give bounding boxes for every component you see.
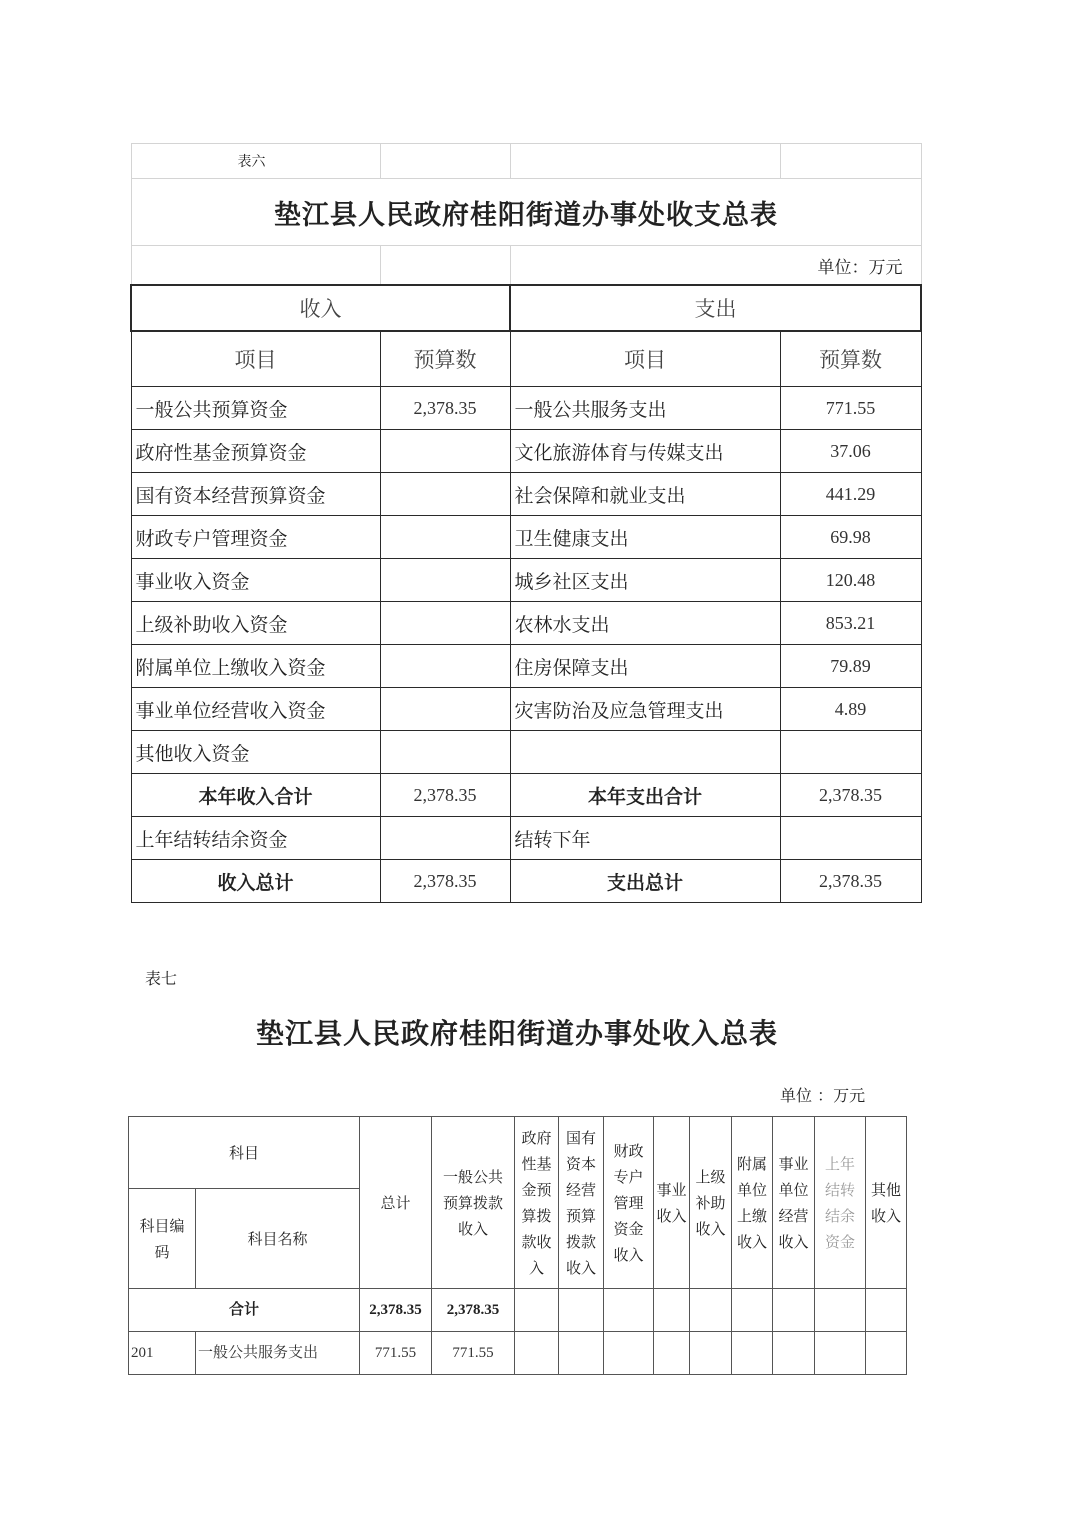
income-section-header: 收入	[131, 285, 510, 331]
expense-item: 住房保障支出	[510, 645, 780, 688]
row-total: 771.55	[360, 1332, 432, 1375]
expense-value: 120.48	[780, 559, 921, 602]
income-value	[380, 559, 510, 602]
expense-value: 79.89	[780, 645, 921, 688]
subject-header: 科目	[129, 1117, 360, 1189]
income-item-header: 项目	[131, 331, 380, 387]
superior-subsidy-header: 上级补助收入	[690, 1117, 732, 1289]
carryover-income-label: 上年结转结余资金	[131, 817, 380, 860]
income-value	[380, 473, 510, 516]
expense-value: 4.89	[780, 688, 921, 731]
income-expense-summary-table	[130, 143, 922, 903]
income-value	[380, 430, 510, 473]
business-income-header: 事业收入	[654, 1117, 690, 1289]
expense-item-header: 项目	[510, 331, 780, 387]
total-row-general-budget: 2,378.35	[432, 1289, 515, 1332]
state-capital-header: 国有资本经营预算拨款收入	[559, 1117, 604, 1289]
carryover-header: 上年结转结余资金	[815, 1117, 866, 1289]
expense-section-header: 支出	[510, 285, 921, 331]
income-grand-total-label: 收入总计	[131, 860, 380, 903]
expense-budget-header: 预算数	[780, 331, 921, 387]
income-item: 附属单位上缴收入资金	[131, 645, 380, 688]
income-item: 事业收入资金	[131, 559, 380, 602]
total-row	[129, 1289, 907, 1332]
subject-code: 201	[129, 1332, 196, 1375]
table-row	[131, 473, 921, 516]
table-row	[131, 688, 921, 731]
table6-label: 表六	[131, 144, 380, 179]
year-expense-total-label: 本年支出合计	[510, 774, 780, 817]
income-value: 2,378.35	[380, 387, 510, 430]
expense-value: 771.55	[780, 387, 921, 430]
expense-value: 69.98	[780, 516, 921, 559]
year-total-row	[131, 774, 921, 817]
income-item: 一般公共预算资金	[131, 387, 380, 430]
carryover-expense-label: 结转下年	[510, 817, 780, 860]
income-budget-header: 预算数	[380, 331, 510, 387]
subject-name-header: 科目名称	[196, 1189, 360, 1289]
other-income-header: 其他收入	[866, 1117, 907, 1289]
table6-unit: 单位：万元	[510, 246, 921, 286]
carryover-row	[131, 817, 921, 860]
income-item: 上级补助收入资金	[131, 602, 380, 645]
expense-value: 853.21	[780, 602, 921, 645]
table-row	[129, 1332, 907, 1375]
income-item: 财政专户管理资金	[131, 516, 380, 559]
gov-fund-header: 政府性基金预算拨款收入	[515, 1117, 559, 1289]
income-item: 国有资本经营预算资金	[131, 473, 380, 516]
year-income-total-label: 本年收入合计	[131, 774, 380, 817]
table7-label: 表七	[145, 969, 178, 988]
income-value	[380, 516, 510, 559]
table-row	[131, 559, 921, 602]
carryover-income-value	[380, 817, 510, 860]
year-expense-total-value: 2,378.35	[780, 774, 921, 817]
income-item: 事业单位经营收入资金	[131, 688, 380, 731]
affiliated-income-header: 附属单位上缴收入	[732, 1117, 773, 1289]
total-header: 总计	[360, 1117, 432, 1289]
income-item: 其他收入资金	[131, 731, 380, 774]
table-row	[131, 430, 921, 473]
expense-item: 农林水支出	[510, 602, 780, 645]
table-row	[131, 731, 921, 774]
expense-item	[510, 731, 780, 774]
expense-value	[780, 731, 921, 774]
table-row	[131, 645, 921, 688]
expense-item: 卫生健康支出	[510, 516, 780, 559]
operating-income-header: 事业单位经营收入	[773, 1117, 815, 1289]
table6-title: 垫江县人民政府桂阳街道办事处收支总表	[131, 179, 921, 246]
expense-grand-total-label: 支出总计	[510, 860, 780, 903]
year-income-total-value: 2,378.35	[380, 774, 510, 817]
expense-item: 城乡社区支出	[510, 559, 780, 602]
carryover-expense-value	[780, 817, 921, 860]
expense-value: 37.06	[780, 430, 921, 473]
expense-item: 灾害防治及应急管理支出	[510, 688, 780, 731]
subject-name: 一般公共服务支出	[196, 1332, 360, 1375]
table7-title: 垫江县人民政府桂阳街道办事处收入总表	[255, 1017, 778, 1050]
income-value	[380, 688, 510, 731]
total-row-total: 2,378.35	[360, 1289, 432, 1332]
general-budget-header: 一般公共预算拨款收入	[432, 1117, 515, 1289]
table7-unit: 单位 ：万元	[780, 1086, 866, 1105]
fiscal-special-header: 财政专户管理资金收入	[604, 1117, 654, 1289]
income-value	[380, 645, 510, 688]
expense-item: 文化旅游体育与传媒支出	[510, 430, 780, 473]
subject-code-header: 科目编码	[129, 1189, 196, 1289]
table-row	[131, 387, 921, 430]
income-summary-table	[128, 1116, 907, 1375]
expense-item: 一般公共服务支出	[510, 387, 780, 430]
total-row-label: 合计	[129, 1289, 360, 1332]
expense-item: 社会保障和就业支出	[510, 473, 780, 516]
table-row	[131, 516, 921, 559]
expense-value: 441.29	[780, 473, 921, 516]
income-value	[380, 602, 510, 645]
table-row	[131, 602, 921, 645]
income-value	[380, 731, 510, 774]
expense-grand-total-value: 2,378.35	[780, 860, 921, 903]
income-grand-total-value: 2,378.35	[380, 860, 510, 903]
row-general-budget: 771.55	[432, 1332, 515, 1375]
grand-total-row	[131, 860, 921, 903]
income-item: 政府性基金预算资金	[131, 430, 380, 473]
